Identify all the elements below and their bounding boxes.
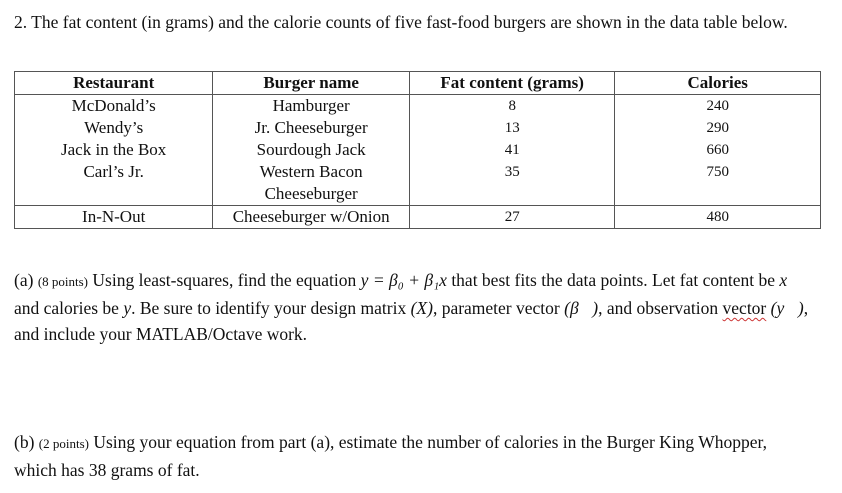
part-a-text6: , and observation (598, 298, 719, 318)
cell-calories: 660 (615, 139, 821, 161)
cell-burger-name: Cheeseburger w/Onion (213, 206, 410, 229)
table-header-row (15, 72, 821, 95)
part-b-question (14, 429, 814, 483)
table-row (15, 117, 821, 139)
cell-burger-name: Jr. Cheeseburger (213, 117, 410, 139)
burger-data-table (14, 71, 821, 229)
part-a-design-matrix: (X) (410, 298, 433, 318)
part-a-vector-word: vector (722, 298, 767, 318)
table-row (15, 161, 821, 206)
cell-fat: 13 (409, 117, 614, 139)
cell-burger-name: Sourdough Jack (213, 139, 410, 161)
part-a-question (14, 267, 814, 347)
part-a-param-vector: (β⃗) (564, 298, 599, 318)
cell-restaurant: Carl’s Jr. (15, 161, 213, 206)
cell-restaurant: McDonald’s (15, 95, 213, 118)
cell-calories: 240 (615, 95, 821, 118)
cell-fat: 35 (409, 161, 614, 206)
question-intro: 2. The fat content (in grams) and the calorie counts of five fast-food burgers are shown in the data table below. (14, 12, 788, 32)
part-a-text1: Using least-squares, find the equation (92, 270, 357, 290)
cell-fat: 8 (409, 95, 614, 118)
part-a-obs-vector: (y⃗) (770, 298, 804, 318)
cell-restaurant: Wendy’s (15, 117, 213, 139)
part-a-points: (8 points) (37, 274, 89, 289)
part-a-var-y: y (123, 298, 132, 318)
cell-calories: 290 (615, 117, 821, 139)
table-row (15, 95, 821, 118)
part-b-label: (b) (14, 432, 35, 452)
part-a-text4: . Be sure to identify your design matrix (131, 298, 407, 318)
part-a-equation: y = β₀ + β₁x (360, 270, 447, 290)
burger-name-line2: Cheeseburger (264, 184, 358, 203)
part-b-points: (2 points) (38, 436, 89, 451)
burger-name-line1: Western Bacon (259, 162, 363, 181)
header-burger-name: Burger name (213, 72, 410, 95)
part-a-var-x: x (779, 270, 788, 290)
header-restaurant: Restaurant (15, 72, 213, 95)
cell-calories: 480 (615, 206, 821, 229)
table-row (15, 139, 821, 161)
cell-burger-name: Hamburger (213, 95, 410, 118)
part-a-text2: that best fits the data points. Let fat content be (451, 270, 775, 290)
cell-calories: 750 (615, 161, 821, 206)
part-a-text7: , and include your MATLAB/Octave work. (14, 298, 809, 344)
cell-fat: 41 (409, 139, 614, 161)
part-a-text5: , parameter vector (432, 298, 560, 318)
cell-burger-name (213, 161, 410, 206)
part-a-text3: and calories be (14, 298, 119, 318)
header-calories: Calories (615, 72, 821, 95)
table-row (15, 206, 821, 229)
cell-fat: 27 (409, 206, 614, 229)
cell-restaurant: Jack in the Box (15, 139, 213, 161)
header-fat-content: Fat content (grams) (409, 72, 614, 95)
cell-restaurant: In-N-Out (15, 206, 213, 229)
part-a-label: (a) (14, 270, 34, 290)
part-b-text: Using your equation from part (a), estimate the number of calories in the Burger King Whopper, which has 38 grams of fat. (14, 432, 768, 480)
